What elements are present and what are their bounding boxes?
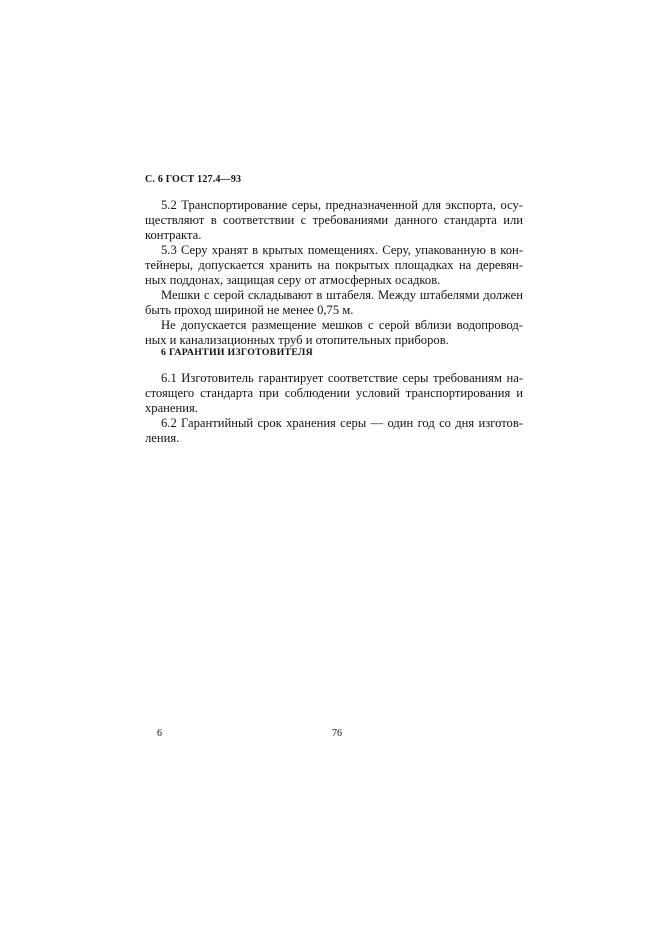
paragraph-5-2-line-1: 5.2 Транспортирование серы, предназначенной для экспорта, осу- bbox=[161, 198, 523, 212]
page-number: 6 bbox=[157, 728, 162, 739]
paragraph-6-2-line-1: 6.2 Гарантийный срок хранения серы — один год со дня изготов- bbox=[161, 416, 523, 430]
sheet-number: 76 bbox=[332, 728, 342, 739]
paragraph-placement-line-2: ных и канализационных труб и отопительных приборов. bbox=[145, 333, 449, 347]
paragraph-5-3-line-3: ных поддонах, защищая серу от атмосферных осадков. bbox=[145, 273, 441, 287]
paragraph-5-2-line-2: ществляют в соответствии с требованиями данного стандарта или bbox=[145, 213, 523, 227]
paragraph-placement-line-1: Не допускается размещение мешков с серой вблизи водопровод- bbox=[161, 318, 523, 332]
paragraph-bags-line-1: Мешки с серой складывают в штабеля. Между штабелями должен bbox=[161, 288, 523, 302]
paragraph-bags-line-2: быть проход шириной не менее 0,75 м. bbox=[145, 303, 354, 317]
paragraph-6-1-line-2: стоящего стандарта при соблюдении условий транспортирования и bbox=[145, 386, 523, 400]
paragraph-5-2-line-3: контракта. bbox=[145, 228, 202, 242]
running-head: С. 6 ГОСТ 127.4—93 bbox=[145, 174, 242, 185]
paragraph-6-1-line-1: 6.1 Изготовитель гарантирует соответствие серы требованиям на- bbox=[161, 371, 523, 385]
paragraph-6-2-line-2: ления. bbox=[145, 431, 180, 445]
paragraph-5-3-line-1: 5.3 Серу хранят в крытых помещениях. Серу, упакованную в кон- bbox=[161, 243, 523, 257]
paragraph-6-1-line-3: хранения. bbox=[145, 401, 198, 415]
section-6-heading: 6 ГАРАНТИИ ИЗГОТОВИТЕЛЯ bbox=[161, 347, 314, 358]
paragraph-5-3-line-2: тейнеры, допускается хранить на покрытых площадках на деревян- bbox=[145, 258, 523, 272]
